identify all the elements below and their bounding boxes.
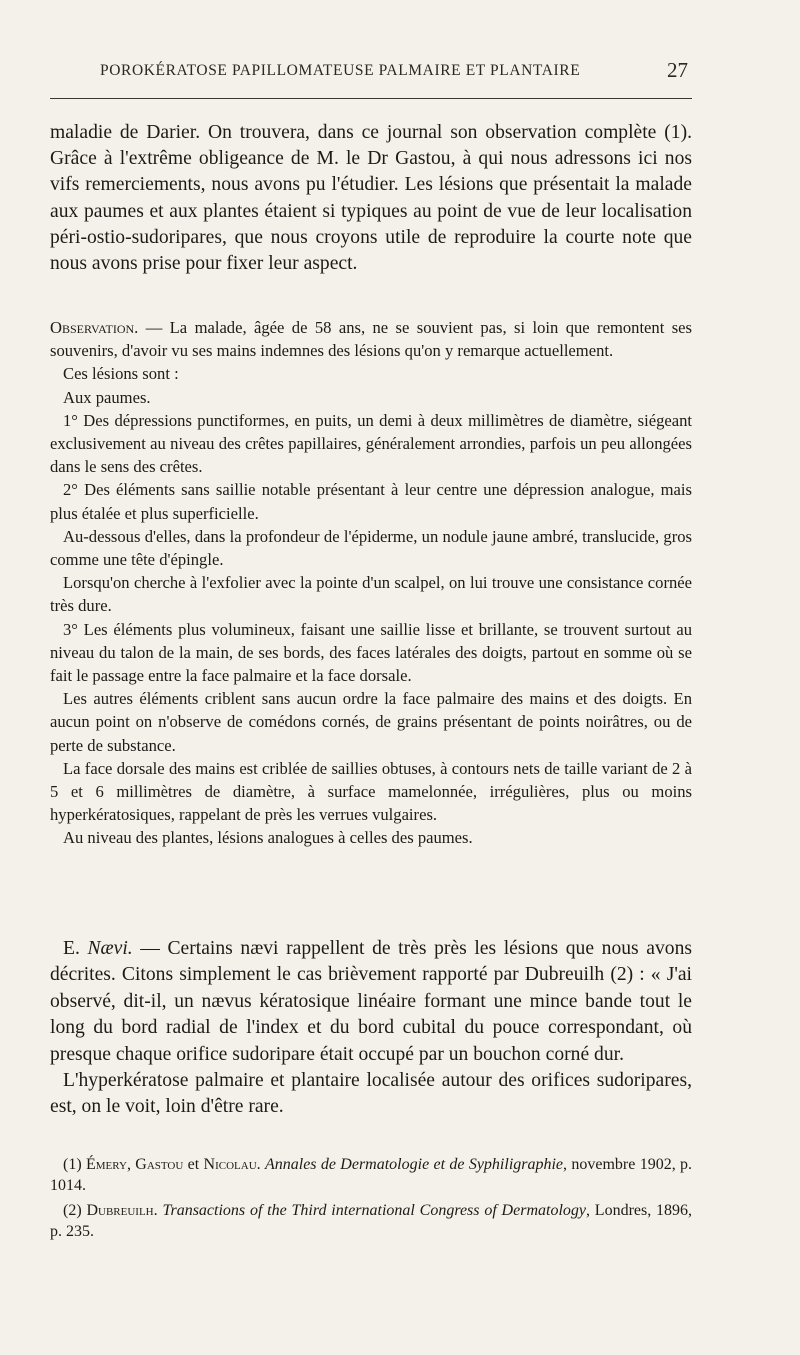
naevi-paragraph: [50, 936, 692, 1068]
intro-paragraph: maladie de Darier. On trouvera, dans ce journal son observation complète (1). Grâce à l'extrême obligeance de M. le Dr Gastou, à qui nous adressons ici nos vifs remerciements, nous avons pu l'étudier. Les lésions que présentait la malade aux paumes et aux plantes étaient si typiques au point de vue de leur localisation péri-ostio-sudoripares, que nous croyons utile de reproduire la courte note que nous avons prise pour fixer leur aspect.: [50, 122, 692, 275]
footnote-joiner: et: [183, 1156, 204, 1173]
observation-paragraph: La face dorsale des mains est criblée de saillies obtuses, à contours nets de taille variant de 2 à 5 et 6 millimètres de diamètre, à surface mamelonnée, irrégulières, plus ou moins hyperkératosiques, rappelant de près les verrues vulgaires.: [50, 758, 692, 825]
footnote-authors: Dubreuilh: [86, 1201, 154, 1219]
footnote-marker: (2): [63, 1201, 87, 1219]
running-title: POROKÉRATOSE PAPILLOMATEUSE PALMAIRE ET PLANTAIRE: [100, 62, 581, 79]
page-header: [50, 58, 692, 88]
footnotes: [50, 1154, 692, 1246]
page: [50, 58, 693, 1241]
footnote-rest: , Londres, 1896, p. 235.: [50, 1201, 693, 1241]
footnote-title: Transactions of the Third international Congress of Dermatology: [162, 1201, 586, 1219]
observation-paragraph: Au-dessous d'elles, dans la profondeur de l'épiderme, un nodule jaune ambré, translucide, gros comme une tête d'épingle.: [50, 526, 692, 570]
observation-label: Observation.: [50, 318, 139, 337]
observation-paragraph: Aux paumes.: [63, 387, 151, 407]
footnote-separator: .: [153, 1201, 163, 1219]
footnote-author2: Nicolau: [203, 1156, 257, 1173]
observation-paragraph: Ces lésions sont :: [63, 364, 179, 384]
observation-paragraph: Lorsqu'on cherche à l'exfolier avec la pointe d'un scalpel, on lui trouve une consistance cornée très dure.: [50, 573, 692, 616]
observation-lead: [50, 316, 692, 362]
observation-paragraph: 1° Des dépressions punctiformes, en puits, un demi à deux millimètres de diamètre, siégeant exclusivement au niveau des crêtes papillaires, généralement arrondies, parfois un peu allongées dans le sens des crêtes.: [50, 410, 692, 477]
intro-section: [50, 120, 692, 277]
naevi-text: — Certains nævi rappellent de très près les lésions que nous avons décrites. Citons simplement le cas brièvement rapporté par Dubreuilh (2) : « J'ai observé, dit-il, un nævus kératosique linéaire formant une mince bande tout le long du bord radial de l'index et du bord cubital du pouce correspondant, où presque chaque orifice sudoripare était occupé par un bouchon corné dur.: [50, 938, 692, 1065]
naevi-section: [50, 936, 692, 1121]
conclusion-paragraph: L'hyperkératose palmaire et plantaire localisée autour des orifices sudoripares, est, on le voit, loin d'être rare.: [50, 1070, 692, 1118]
footnote-marker: (1): [63, 1156, 86, 1173]
page-number: 27: [667, 58, 688, 82]
observation-paragraph: 2° Des éléments sans saillie notable présentant à leur centre une dépression analogue, mais plus étalée et plus superficielle.: [50, 480, 692, 523]
footnote-2: [50, 1200, 692, 1243]
observation-paragraph: Au niveau des plantes, lésions analogues à celles des paumes.: [63, 828, 473, 848]
footnote-authors: Émery, Gastou: [86, 1156, 184, 1173]
footnote-1: [50, 1154, 692, 1197]
observation-paragraph: Les autres éléments criblent sans aucun ordre la face palmaire des mains et des doigts. En aucun point on n'observe de comédons cornés, de grains présentant de points noirâtres, ou de perte de substance.: [50, 689, 692, 755]
section-prefix: E.: [63, 938, 88, 959]
footnote-title: Annales de Dermatologie et de Syphiligraphie: [264, 1156, 564, 1173]
footnote-rest: , novembre 1902, p. 1014.: [50, 1156, 693, 1195]
observation-section: [50, 316, 692, 850]
footnote-separator: .: [256, 1156, 265, 1173]
header-rule: [50, 98, 692, 99]
section-title: Nævi.: [87, 938, 133, 959]
observation-lead-text: — La malade, âgée de 58 ans, ne se souvient pas, si loin que remontent ses souvenirs, d'avoir vu ses mains indemnes des lésions qu'on y remarque actuellement.: [50, 318, 692, 361]
observation-paragraph: 3° Les éléments plus volumineux, faisant une saillie lisse et brillante, se trouvent surtout au niveau du talon de la main, de ses bords, des faces latérales des doigts, partout en somme où se fait le passage entre la face palmaire et la face dorsale.: [50, 619, 692, 686]
